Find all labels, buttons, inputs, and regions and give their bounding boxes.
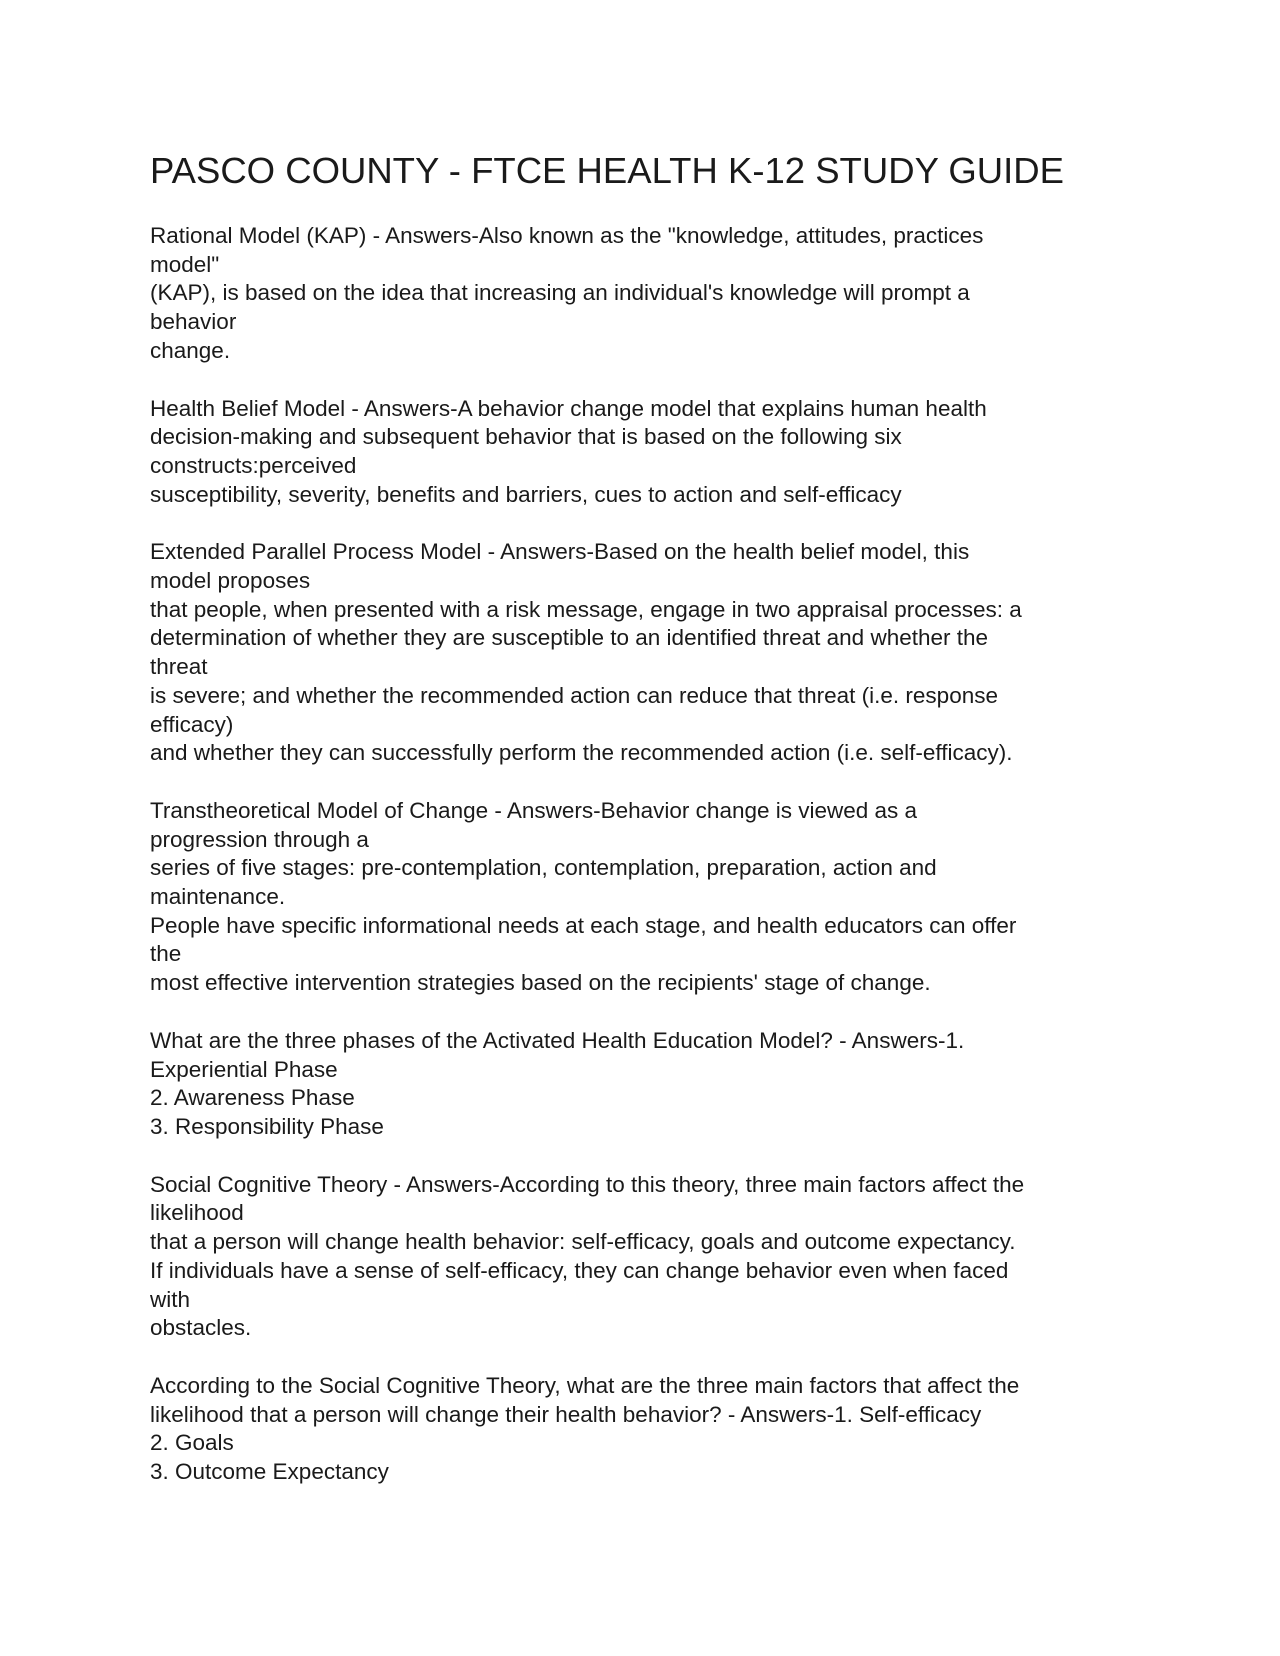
entry-text-line: If individuals have a sense of self-efficacy, they can change behavior even when faced (150, 1257, 1009, 1283)
entry-text-line: is severe; and whether the recommended action can reduce that threat (i.e. response (150, 682, 998, 708)
entry-text-line: with (150, 1286, 191, 1312)
entry-text-line: likelihood (150, 1200, 244, 1226)
entry-text-line: According to the Social Cognitive Theory, what are the three main factors that affect the (150, 1372, 1020, 1398)
entry-text-line: Health Belief Model - Answers-A behavior change model that explains human health (150, 395, 987, 421)
entry-text-line: most effective intervention strategies based on the recipients' stage of change. (150, 970, 931, 996)
entry-text-line: determination of whether they are susceptible to an identified threat and whether the (150, 625, 989, 651)
entry-text-line: What are the three phases of the Activated Health Education Model? - Answers-1. (150, 1027, 965, 1053)
entry-text-line: change. (150, 337, 231, 363)
entry-text-line: susceptibility, severity, benefits and barriers, cues to action and self-efficacy (150, 481, 902, 507)
entry-text-line: constructs:perceived (150, 452, 357, 478)
entry-text-line: 2. Goals (150, 1430, 234, 1456)
entry-text-line: Transtheoretical Model of Change - Answers-Behavior change is viewed as a (150, 797, 918, 823)
entry-text-line: that a person will change health behavior: self-efficacy, goals and outcome expectancy. (150, 1229, 1016, 1255)
entry-text-line: likelihood that a person will change their health behavior? - Answers-1. Self-efficacy (150, 1401, 982, 1427)
entry-text-line: progression through a (150, 826, 369, 852)
entry-text-line: Rational Model (KAP) - Answers-Also known as the "knowledge, attitudes, practices (150, 223, 984, 248)
study-entry (150, 1027, 1130, 1142)
entry-text-line: behavior (150, 309, 237, 335)
entry-text-line: efficacy) (150, 711, 234, 737)
entry-text-line: 3. Responsibility Phase (150, 1113, 384, 1139)
entry-text-line: People have specific informational needs at each stage, and health educators can offer (150, 912, 1017, 938)
entry-text-line: maintenance. (150, 884, 286, 910)
entry-text-line: (KAP), is based on the idea that increasing an individual's knowledge will prompt a (150, 280, 970, 306)
entry-text-line: the (150, 941, 182, 967)
study-entry (150, 1171, 1130, 1343)
entry-text-line: obstacles. (150, 1315, 252, 1341)
entry-text-line: and whether they can successfully perform the recommended action (i.e. self-efficacy). (150, 740, 1013, 766)
page-title: PASCO COUNTY - FTCE HEALTH K-12 STUDY GUIDE (150, 150, 1064, 191)
study-entry (150, 222, 1130, 366)
entry-text-line: decision-making and subsequent behavior that is based on the following six (150, 424, 902, 450)
entry-text-line: series of five stages: pre-contemplation, contemplation, preparation, action and (150, 855, 937, 881)
study-guide-entries (150, 222, 1130, 1516)
entry-text-line: model proposes (150, 568, 311, 594)
entry-text-line: 3. Outcome Expectancy (150, 1459, 389, 1485)
entry-text-line: that people, when presented with a risk message, engage in two appraisal processes: a (150, 596, 1022, 622)
entry-text-line: Experiential Phase (150, 1056, 338, 1082)
study-entry (150, 538, 1130, 768)
entry-text-line: threat (150, 654, 208, 680)
study-entry (150, 395, 1130, 510)
entry-text-line: Social Cognitive Theory - Answers-According to this theory, three main factors affect the (150, 1171, 1025, 1197)
entry-text-line: model" (150, 251, 220, 277)
entry-text-line: Extended Parallel Process Model - Answers-Based on the health belief model, this (150, 539, 970, 565)
entry-text-line: 2. Awareness Phase (150, 1085, 355, 1111)
study-entry (150, 797, 1130, 998)
study-entry (150, 1372, 1130, 1487)
